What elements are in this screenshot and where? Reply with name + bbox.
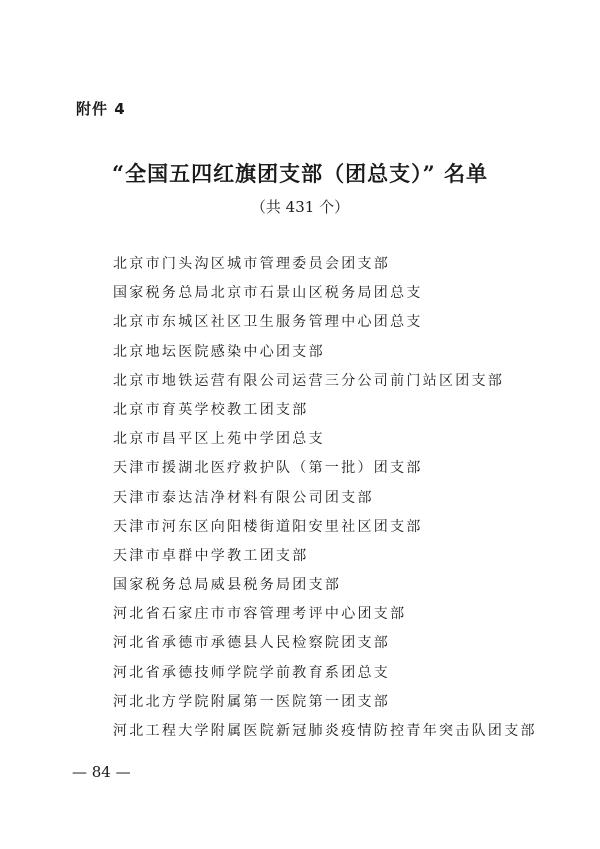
list-item: 北京市门头沟区城市管理委员会团支部: [113, 256, 391, 272]
list-item: 河北北方学院附属第一医院第一团支部: [113, 693, 391, 710]
attachment-label: 附件 4: [76, 100, 126, 118]
list-item: 天津市援湖北医疗救护队（第一批）团支部: [113, 460, 423, 477]
list-item: 河北省石家庄市市容管理考评中心团支部: [113, 606, 407, 623]
list-item: 河北工程大学附属医院新冠肺炎疫情防控青年突击队团支部: [113, 723, 537, 739]
list-item: 国家税务总局北京市石景山区税务局团总支: [113, 285, 423, 302]
list-item: 天津市卓群中学教工团支部: [113, 547, 309, 564]
list-item: 天津市河东区向阳楼街道阳安里社区团支部: [113, 518, 423, 535]
list-item: 国家税务总局威县税务局团支部: [113, 577, 342, 594]
list-item: 北京市育英学校教工团支部: [113, 401, 309, 418]
list-item: 北京市地铁运营有限公司运营三分公司前门站区团支部: [113, 372, 505, 389]
document-title: “全国五四红旗团支部（团总支）” 名单: [112, 161, 488, 186]
list-item: 天津市泰达洁净材料有限公司团支部: [113, 489, 374, 506]
list-item: 北京市昌平区上苑中学团总支: [113, 431, 325, 448]
list-item: 河北省承德市承德县人民检察院团支部: [113, 635, 391, 652]
list-item: 北京地坛医院感染中心团支部: [113, 343, 325, 360]
name-list: [113, 254, 537, 750]
page-number: — 84 —: [72, 763, 131, 781]
document-subtitle: （共 431 个）: [250, 198, 350, 216]
list-item: 北京市东城区社区卫生服务管理中心团总支: [113, 314, 423, 331]
list-item: 河北省承德技师学院学前教育系团总支: [113, 664, 391, 681]
